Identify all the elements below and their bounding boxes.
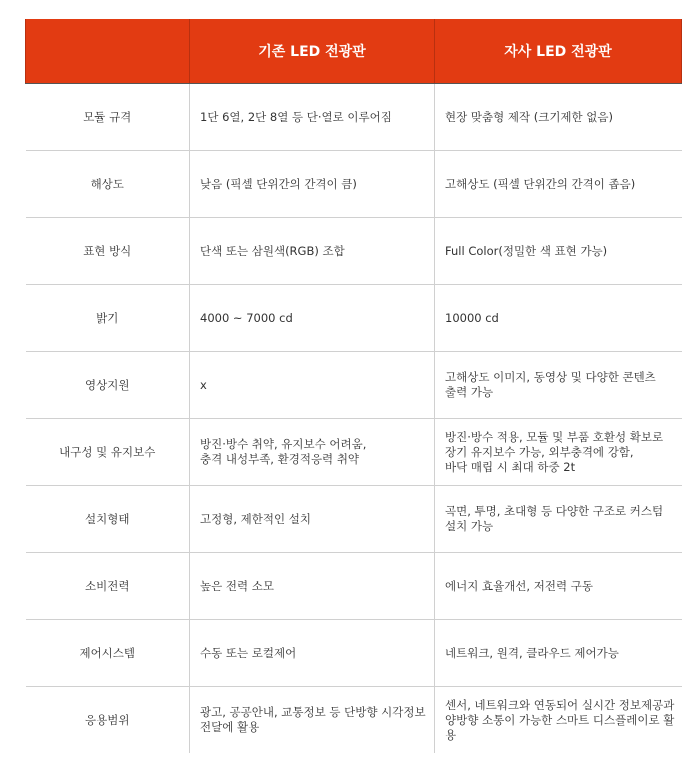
- cell-existing: [190, 285, 435, 352]
- cell-existing-text: 4000 ~ 7000 cd: [200, 310, 293, 325]
- cell-existing-text: 방진·방수 취약, 유지보수 어려움, 충격 내성부족, 환경적응력 취약: [200, 437, 367, 466]
- cell-existing-text: 낮음 (픽셀 단위간의 간격이 큼): [200, 176, 357, 191]
- cell-existing: [190, 486, 435, 553]
- header-existing-led: 기존 LED 전광판: [190, 19, 435, 84]
- cell-ours-text: 곡면, 투명, 초대형 등 다양한 구조로 커스텀 설치 가능: [445, 504, 664, 533]
- cell-existing-text: 1단 6열, 2단 8열 등 단·열로 이루어짐: [200, 109, 392, 124]
- cell-ours-text: Full Color(정밀한 색 표현 가능): [445, 243, 608, 258]
- cell-ours-text: 10000 cd: [445, 310, 499, 325]
- row-label: 소비전력: [26, 553, 190, 620]
- cell-existing: [190, 352, 435, 419]
- table-header-row: [26, 19, 682, 84]
- header-corner: [26, 19, 190, 84]
- cell-existing: [190, 218, 435, 285]
- table-row: [26, 218, 682, 285]
- row-label: 응용범위: [26, 687, 190, 754]
- cell-ours-text: 고해상도 이미지, 동영상 및 다양한 콘텐츠 출력 가능: [445, 370, 656, 399]
- cell-ours-text: 에너지 효율개선, 저전력 구동: [445, 578, 593, 593]
- cell-ours: [435, 151, 682, 218]
- table-row: [26, 620, 682, 687]
- cell-existing: [190, 419, 435, 486]
- cell-ours-text: 현장 맞춤형 제작 (크기제한 없음): [445, 109, 614, 124]
- table-row: [26, 687, 682, 754]
- cell-ours-text: 고해상도 (픽셀 단위간의 간격이 좁음): [445, 176, 636, 191]
- cell-ours: [435, 84, 682, 151]
- comparison-table-container: [25, 19, 681, 753]
- cell-existing-text: 고정형, 제한적인 설치: [200, 511, 311, 526]
- table-row: [26, 486, 682, 553]
- cell-ours: [435, 553, 682, 620]
- cell-existing-text: 단색 또는 삼원색(RGB) 조합: [200, 243, 345, 258]
- row-label: 설치형태: [26, 486, 190, 553]
- cell-ours-text: 센서, 네트워크와 연동되어 실시간 정보제공과 양방향 소통이 가능한 스마트 디스플레이로 활용: [445, 697, 675, 742]
- cell-ours: [435, 620, 682, 687]
- cell-ours: [435, 687, 682, 754]
- cell-existing: [190, 687, 435, 754]
- table-row: [26, 419, 682, 486]
- cell-existing: [190, 151, 435, 218]
- cell-existing: [190, 553, 435, 620]
- cell-ours-text: 방진·방수 적용, 모듈 및 부품 호환성 확보로 장기 유지보수 가능, 외부충격에 강함, 바닥 매립 시 최대 하중 2t: [445, 429, 664, 474]
- cell-existing-text: 높은 전력 소모: [200, 578, 274, 593]
- header-our-led: 자사 LED 전광판: [435, 19, 682, 84]
- row-label: 영상지원: [26, 352, 190, 419]
- row-label: 제어시스템: [26, 620, 190, 687]
- cell-existing: [190, 620, 435, 687]
- cell-ours-text: 네트워크, 원격, 클라우드 제어가능: [445, 645, 619, 660]
- row-label: 내구성 및 유지보수: [26, 419, 190, 486]
- cell-existing-text: 수동 또는 로컬제어: [200, 645, 297, 660]
- cell-existing-text: 광고, 공공안내, 교통정보 등 단방향 시각정보 전달에 활용: [200, 705, 426, 734]
- cell-existing-text: x: [200, 377, 207, 392]
- cell-ours: [435, 419, 682, 486]
- table-row: [26, 151, 682, 218]
- table-row: [26, 84, 682, 151]
- cell-ours: [435, 486, 682, 553]
- row-label: 해상도: [26, 151, 190, 218]
- cell-ours: [435, 218, 682, 285]
- row-label: 모듈 규격: [26, 84, 190, 151]
- row-label: 밝기: [26, 285, 190, 352]
- cell-ours: [435, 285, 682, 352]
- table-row: [26, 285, 682, 352]
- row-label: 표현 방식: [26, 218, 190, 285]
- table-row: [26, 352, 682, 419]
- table-row: [26, 553, 682, 620]
- cell-existing: [190, 84, 435, 151]
- led-comparison-table: [25, 19, 682, 753]
- cell-ours: [435, 352, 682, 419]
